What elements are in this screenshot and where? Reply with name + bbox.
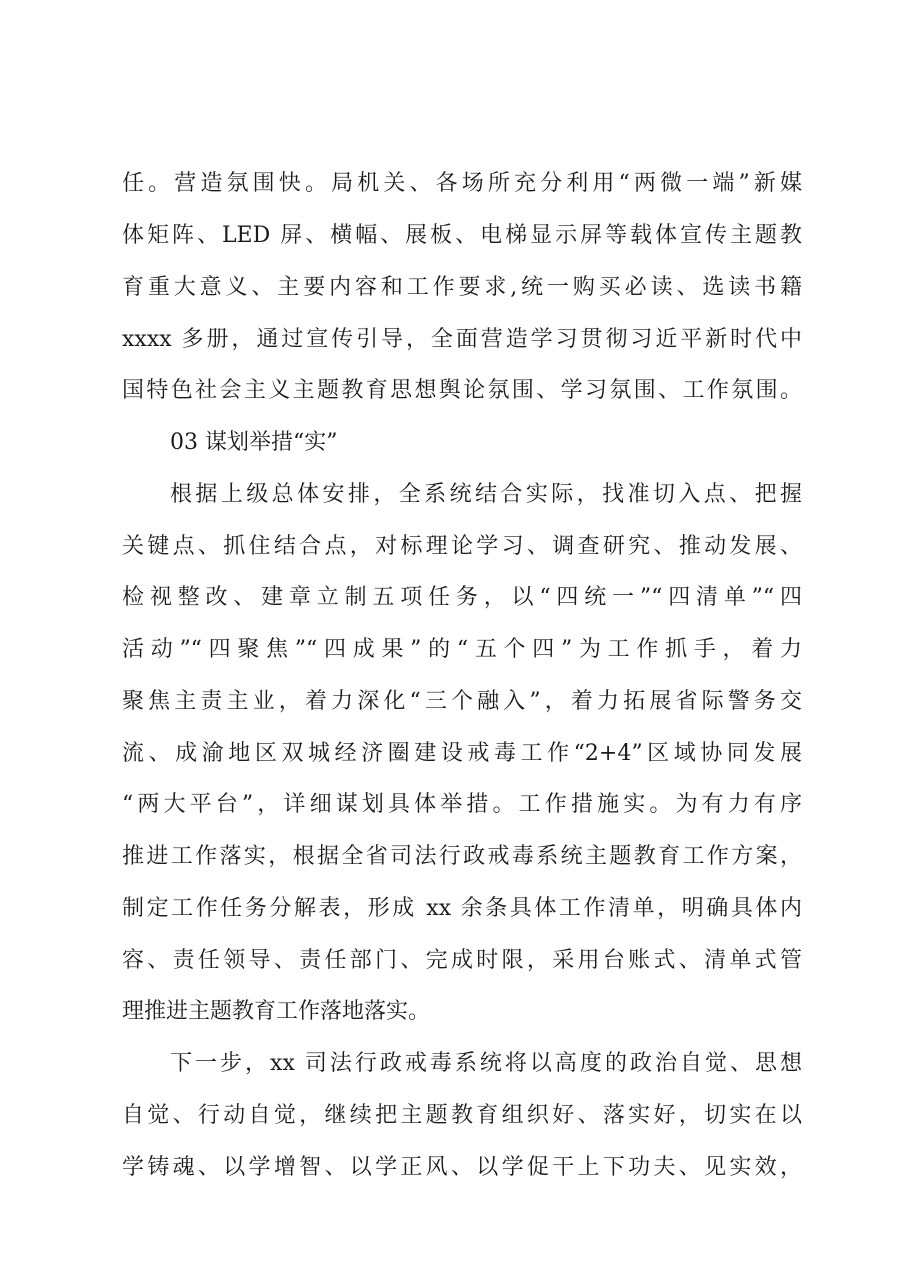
paragraph-line: 推进工作落实，根据全省司法行政戒毒系统主题教育工作方案，: [122, 844, 802, 869]
paragraph-line: 检视整改、建章立制五项任务，以“四统一”“四清单”“四: [122, 585, 802, 610]
paragraph-line: 聚焦主责主业，着力深化“三个融入”，着力拓展省际警务交: [122, 689, 802, 714]
paragraph-line: 下一步，xx 司法行政戒毒系统将以高度的政治自觉、思想: [170, 1051, 802, 1076]
paragraph-line: 关键点、抓住结合点，对标理论学习、调查研究、推动发展、: [122, 534, 802, 559]
paragraph-line: 制定工作任务分解表，形成 xx 余条具体工作清单，明确具体内: [122, 896, 802, 921]
paragraph-line: 育重大意义、主要内容和工作要求,统一购买必读、选读书籍: [122, 275, 802, 300]
paragraph-line: “两大平台”，详细谋划具体举措。工作措施实。为有力有序: [122, 792, 802, 817]
paragraph-line: 理推进主题教育工作落地落实。: [122, 999, 431, 1024]
paragraph-line: 任。营造氛围快。局机关、各场所充分利用“两微一端”新媒: [122, 171, 802, 196]
paragraph-line: 活动”“四聚焦”“四成果”的“五个四”为工作抓手，着力: [122, 637, 802, 662]
paragraph-line: xxxx 多册，通过宣传引导，全面营造学习贯彻习近平新时代中: [122, 327, 802, 352]
paragraph-line: 国特色社会主义主题教育思想舆论氛围、学习氛围、工作氛围。: [122, 378, 802, 403]
paragraph-line: 流、成渝地区双城经济圈建设戒毒工作“2+4”区域协同发展: [122, 741, 802, 766]
paragraph-line: 自觉、行动自觉，继续把主题教育组织好、落实好，切实在以: [122, 1103, 802, 1128]
paragraph-line: 根据上级总体安排，全系统结合实际，找准切入点、把握: [170, 482, 802, 507]
section-heading: 03 谋划举措“实”: [170, 430, 338, 455]
paragraph-line: 容、责任领导、责任部门、完成时限，采用台账式、清单式管: [122, 948, 802, 973]
paragraph-line: 体矩阵、LED 屏、横幅、展板、电梯显示屏等载体宣传主题教: [122, 223, 802, 248]
paragraph-line: 学铸魂、以学增智、以学正风、以学促干上下功夫、见实效，: [122, 1155, 802, 1180]
